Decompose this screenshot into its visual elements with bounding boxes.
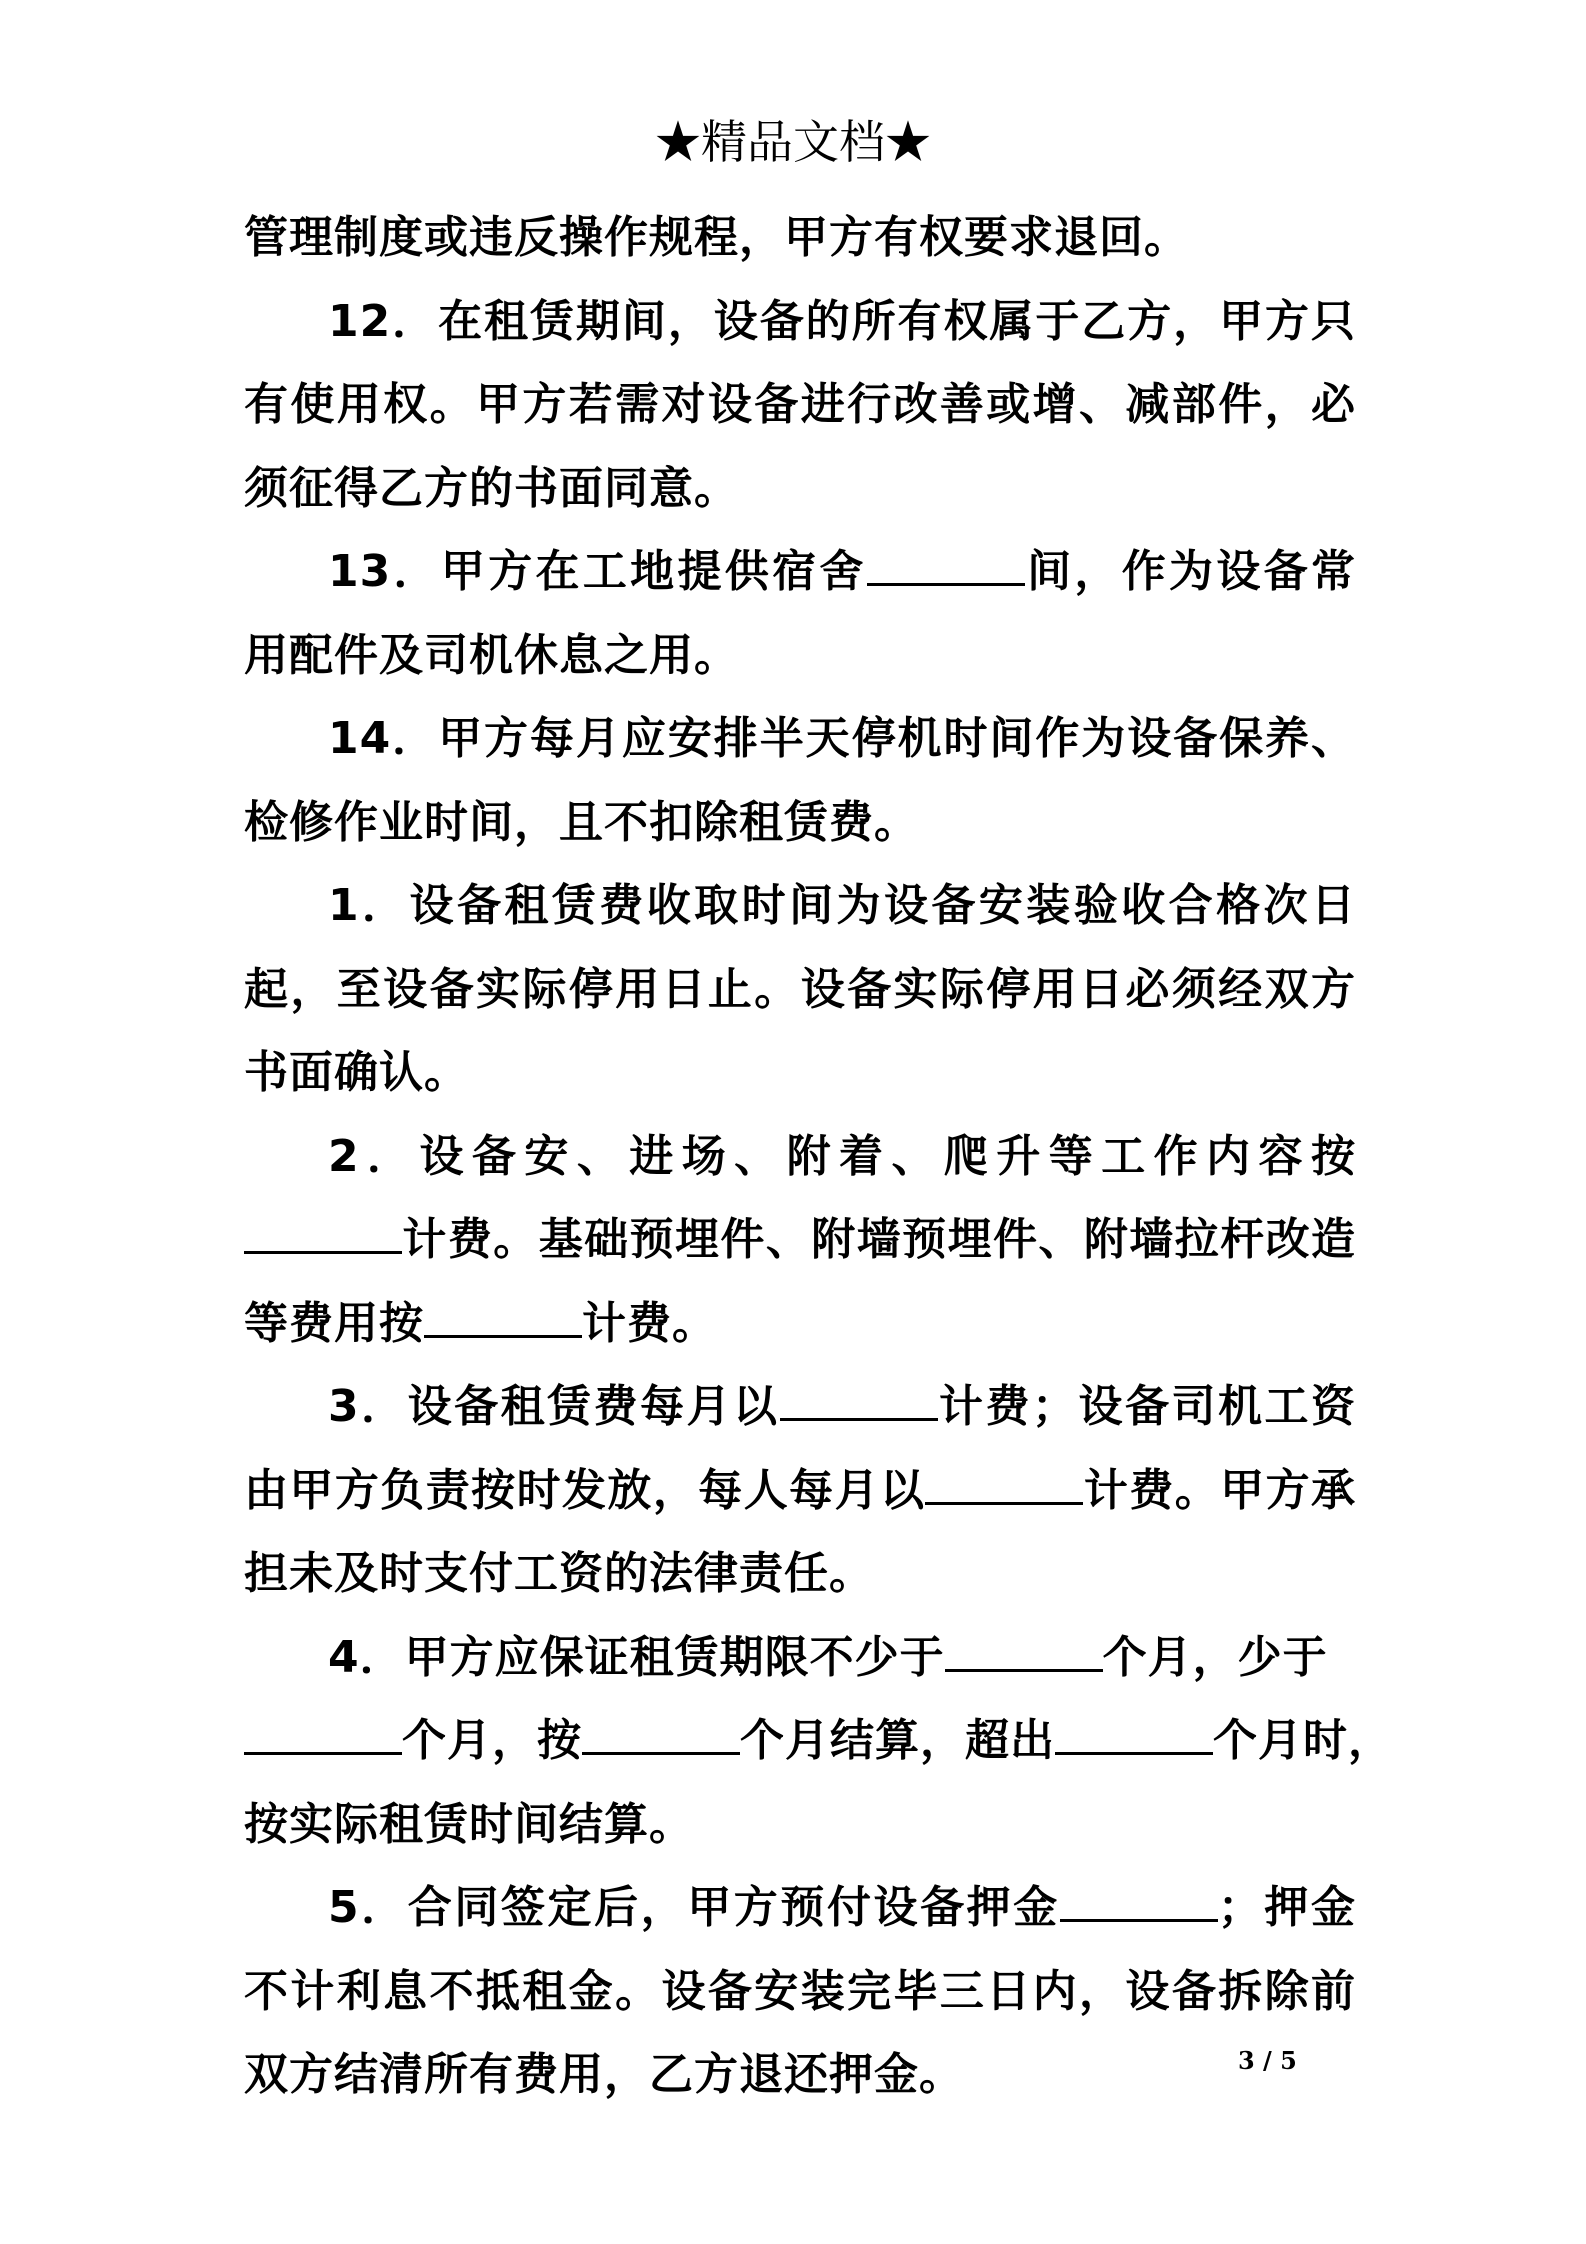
paragraph-text: 计费。	[582, 1297, 717, 1349]
fee-clause-5	[244, 1866, 1356, 2117]
fill-in-blank[interactable]	[244, 1712, 402, 1755]
clause-13	[244, 530, 1356, 697]
fee-clause-4-line	[244, 1616, 1356, 1700]
fill-in-blank[interactable]	[424, 1295, 582, 1338]
fee-clause-4-line	[244, 1783, 1356, 1867]
paragraph-text: 3．设备租赁费每月以	[328, 1381, 780, 1432]
paragraph-text: 2．设备安、进场、附着、爬升等工作内容按	[328, 1130, 1356, 1182]
paragraph-text: 个月结算，超出	[740, 1715, 1055, 1766]
paragraph-text: 个月，按	[402, 1715, 582, 1766]
fill-in-blank[interactable]	[1055, 1712, 1213, 1755]
fill-in-blank[interactable]	[945, 1629, 1103, 1672]
paragraph-text: 1．设备租赁费收取时间为设备安装验收合格次日起，至设备实际停用日止。设备实际停用日必须经双方书面确认。	[244, 880, 1356, 1098]
fill-in-blank[interactable]	[244, 1211, 402, 1254]
paragraph-text: 按实际租赁时间结算。	[244, 1798, 694, 1850]
paragraph-continuation	[244, 196, 1356, 280]
paragraph-text: 12．在租赁期间，设备的所有权属于乙方，甲方只有使用权。甲方若需对设备进行改善或增、减部件，必须征得乙方的书面同意。	[244, 295, 1356, 514]
fee-clause-3	[244, 1365, 1356, 1616]
paragraph-text: 管理制度或违反操作规程，甲方有权要求退回。	[244, 212, 1189, 263]
page-number: 3 / 5	[1238, 2046, 1297, 2075]
paragraph-text: 计费。基础预埋件、附墙预埋件、附墙拉杆改造等费用按	[244, 1214, 1356, 1349]
fill-in-blank[interactable]	[925, 1462, 1083, 1505]
paragraph-text: ；押金不计利息不抵租金。设备安装完毕三日内，设备拆除前双方结清所有费用，乙方退还押金。	[244, 1882, 1356, 2100]
fee-clause-2	[244, 1115, 1356, 1366]
paragraph-text: 5．合同签定后，甲方预付设备押金	[328, 1882, 1060, 1933]
fill-in-blank[interactable]	[1060, 1879, 1218, 1922]
paragraph-text: 13．甲方在工地提供宿舍	[328, 546, 867, 597]
paragraph-text: 个月时，	[1213, 1715, 1393, 1766]
fee-clause-4-line	[244, 1699, 1393, 1783]
paragraph-text: 间，作为设备常用配件及司机休息之用。	[244, 546, 1357, 681]
fill-in-blank[interactable]	[582, 1712, 740, 1755]
paragraph-text: 个月，少于	[1102, 1631, 1328, 1683]
paragraph-text: 计费；设备司机工资由甲方负责按时发放，每人每月以	[244, 1381, 1357, 1516]
clause-12	[244, 280, 1356, 531]
fee-clause-4	[244, 1616, 1393, 1867]
paragraph-text: 14．甲方每月应安排半天停机时间作为设备保养、检修作业时间，且不扣除租赁费。	[244, 713, 1356, 848]
fee-clause-1	[244, 864, 1356, 1115]
fill-in-blank[interactable]	[780, 1378, 938, 1421]
clause-14	[244, 697, 1356, 864]
document-body	[244, 196, 1393, 2117]
paragraph-text: 4．甲方应保证租赁期限不少于	[328, 1631, 945, 1683]
page-header-title: ★精品文档★	[655, 115, 931, 169]
paragraph-text: 计费。甲方承担未及时支付工资的法律责任。	[244, 1464, 1357, 1599]
fill-in-blank[interactable]	[867, 543, 1025, 586]
